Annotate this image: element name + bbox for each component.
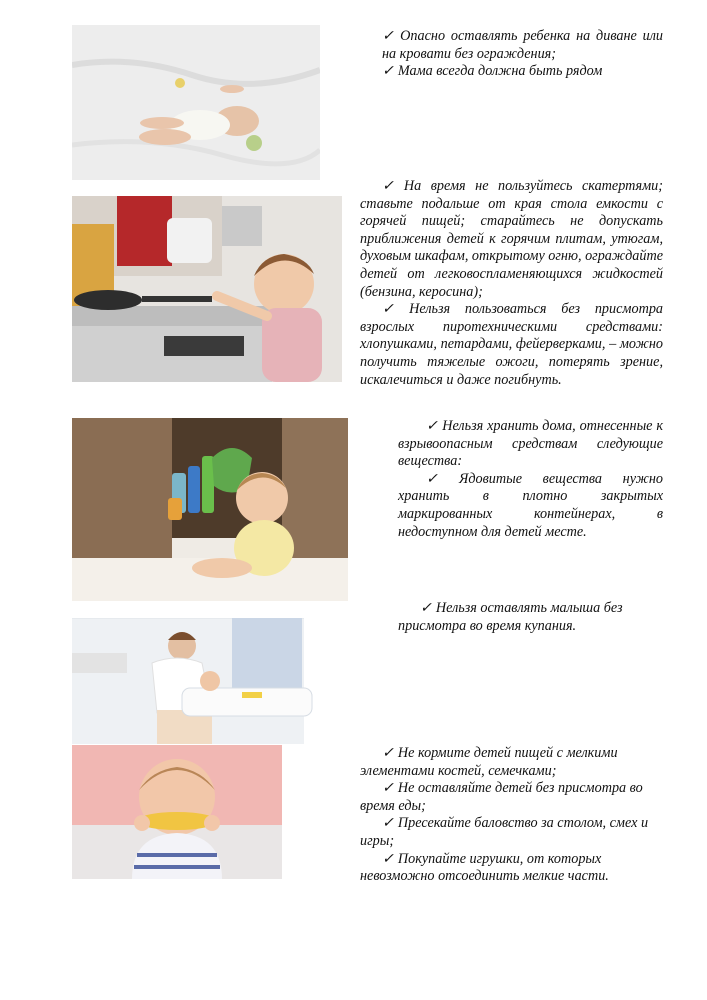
section-2-text	[360, 178, 663, 389]
section-1-text	[360, 28, 663, 81]
photo-baby-biting-toy	[72, 745, 282, 879]
section-3-text	[398, 418, 663, 541]
photo-baby-kitchen-stove	[72, 196, 342, 382]
photo-mother-bathing-baby	[72, 618, 342, 744]
checkmark-icon: ✓	[382, 745, 394, 761]
checkmark-icon: ✓	[382, 63, 394, 80]
bullet-item: ✓ Не кормите детей пищей с мелкими элементами костей, семечками;	[360, 745, 618, 779]
bullet-item: ✓ Нельзя оставлять малыша без присмотра во время купания.	[398, 600, 623, 634]
bullet-item: ✓ На время не пользуйтесь скатертями; ставьте подальше от края стола емкости с горячей пищей; старайтесь не допускать приближения детей к горячим плитам, утюгам, духовым шкафам, открытому огню, ограждайте детей от легковоспламеняющихся жидкостей (бензина, керосина);	[360, 178, 663, 300]
bullet-item: ✓ Мама всегда должна быть рядом	[382, 63, 603, 80]
checkmark-icon: ✓	[426, 470, 456, 487]
checkmark-icon: ✓	[382, 780, 394, 797]
photo-baby-cabinet-chemicals	[72, 418, 348, 601]
checkmark-icon: ✓	[382, 178, 400, 194]
checkmark-icon: ✓	[426, 418, 439, 434]
section-5-text	[360, 745, 663, 886]
checkmark-icon: ✓	[382, 301, 406, 318]
checkmark-icon: ✓	[382, 850, 394, 867]
photo-baby-on-bed	[72, 25, 320, 180]
bullet-item: ✓ Покупайте игрушки, от которых невозможно отсоединить мелкие части.	[360, 850, 609, 885]
bullet-item: ✓ Нельзя пользоваться без присмотра взрослых пиротехническими средствами: хлопушками, петардами, фейерверками, – можно получить тяжелые ожоги, потерять зрение, искалечиться и даже погибнуть.	[360, 301, 664, 388]
checkmark-icon: ✓	[382, 28, 397, 44]
bullet-item: ✓ Пресекайте баловство за столом, смех и игры;	[360, 815, 649, 849]
bullet-item: ✓ Не оставляйте детей без присмотра во время еды;	[360, 780, 643, 814]
checkmark-icon: ✓	[420, 600, 432, 616]
checkmark-icon: ✓	[382, 815, 394, 832]
bullet-item: ✓ Ядовитые вещества нужно хранить в плотно закрытых маркированных контейнерах, в недоступном для детей месте.	[398, 470, 663, 540]
section-4-text	[398, 600, 663, 635]
bullet-item: ✓ Нельзя хранить дома, отнесенные к взрывоопасным средствам следующие вещества:	[398, 418, 663, 470]
bullet-item: ✓ Опасно оставлять ребенка на диване или на кровати без ограждения;	[382, 28, 663, 62]
